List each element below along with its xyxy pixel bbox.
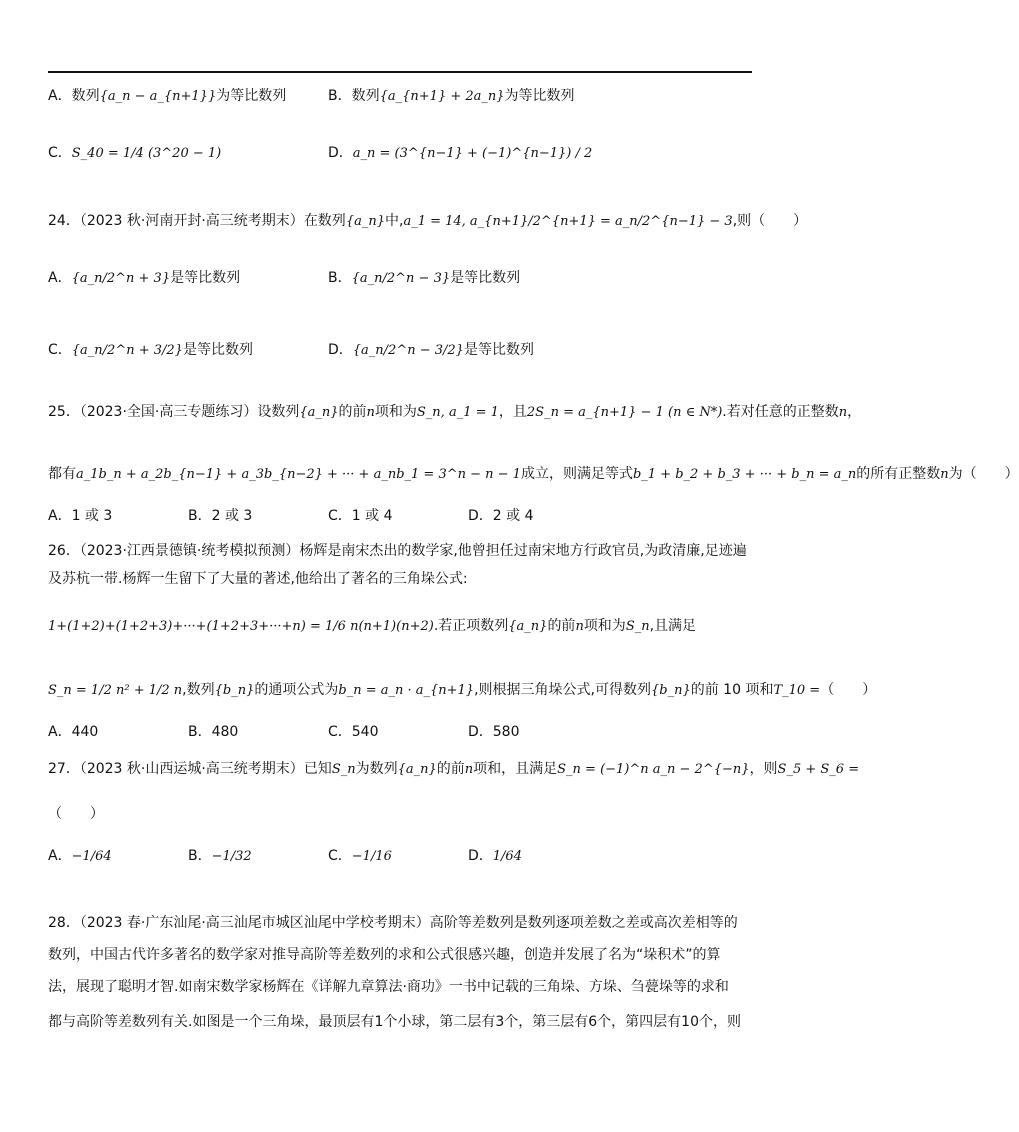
stem-text: 的通项公式为 <box>254 682 339 698</box>
stem-math: S_5 + S_6 = <box>777 762 860 777</box>
stem-math: 1+(1+2)+(1+2+3)+···+(1+2+3+···+n) = 1/6 n(n+1)(n+2) <box>48 619 434 634</box>
stem-text: 项和为 <box>374 404 417 420</box>
q24-option-b[interactable] <box>328 268 520 289</box>
stem-text: 杨辉是南宋杰出的数学家,他曾担任过南宋地方行政官员,为政清廉,足迹遍 <box>299 543 747 559</box>
q28-stem-line1 <box>48 913 738 933</box>
stem-text: ，且 <box>498 404 527 420</box>
option-text: 是等比数列 <box>170 270 241 286</box>
q26-option-d[interactable]: D．580 <box>468 724 520 740</box>
stem-math: a_1b_n + a_2b_{n−1} + a_3b_{n−2} + ··· + a_nb_1 = 3^n − n − 1 <box>76 467 521 482</box>
stem-math: S_n <box>331 762 356 777</box>
stem-text: （ ） <box>820 682 877 698</box>
stem-text: 设数列 <box>257 404 300 420</box>
option-label: D． <box>328 342 353 358</box>
option-math: −1/32 <box>211 849 252 864</box>
option-label: C． <box>48 145 72 161</box>
option-math: a_n = (3^{n−1} + (−1)^{n−1}) / 2 <box>352 146 593 161</box>
stem-text: 项和为 <box>583 618 626 634</box>
option-math: {a_{n+1} + 2a_n} <box>379 89 505 104</box>
option-label: C． <box>328 848 352 864</box>
q26-option-a[interactable]: A．440 <box>48 724 99 740</box>
stem-text: 项和，且满足 <box>473 761 558 777</box>
q27-option-b[interactable] <box>188 846 252 867</box>
q23-option-a[interactable] <box>48 86 286 107</box>
stem-math: S_n = 1/2 n² + 1/2 n <box>48 683 183 698</box>
q25-option-b[interactable]: B．2 或 3 <box>188 508 253 524</box>
stem-text: 已知 <box>303 761 332 777</box>
question-number: 25． <box>48 404 80 420</box>
question-number: 27． <box>48 761 80 777</box>
question-source: （2023 秋·河南开封·高三统考期末） <box>79 213 304 229</box>
q25-stem-line1 <box>48 402 861 423</box>
question-source: （2023 秋·山西运城·高三统考期末） <box>79 761 304 777</box>
q28-stem-line4: 都与高阶等差数列有关.如图是一个三角垛，最顶层有1个小球，第二层有3个，第三层有6个，第四层有10个，则 <box>48 1014 741 1030</box>
stem-math: {a_n} <box>397 762 437 777</box>
stem-math: {a_n} <box>508 619 548 634</box>
stem-text: 的前 10 项和 <box>690 682 774 698</box>
option-label: A． <box>48 88 72 104</box>
stem-text: （2023 春·广东汕尾·高三汕尾市城区汕尾中学校考期末）高阶等差数列是数列逐项差数之差或高次差相等的 <box>79 915 738 931</box>
q24-stem <box>48 211 807 232</box>
option-label: C． <box>48 342 72 358</box>
stem-math: b_n = a_n · a_{n+1} <box>338 683 475 698</box>
question-source: （2023·江西景德镇·统考模拟预测） <box>79 543 300 559</box>
q24-option-a[interactable] <box>48 268 240 289</box>
q23-option-b[interactable] <box>328 86 575 107</box>
option-math: {a_n/2^n + 3/2} <box>71 343 183 358</box>
q26-option-c[interactable]: C．540 <box>328 724 379 740</box>
stem-math: T_10 = <box>773 683 821 698</box>
stem-math: {b_n} <box>650 683 691 698</box>
q25-stem-line2 <box>48 464 1019 485</box>
stem-text: ,则根据三角垛公式,可得数列 <box>474 682 651 698</box>
stem-text: ，则 <box>749 761 778 777</box>
option-label: A． <box>48 270 72 286</box>
q23-option-d[interactable] <box>328 143 592 164</box>
q28-stem-line3: 法，展现了聪明才智.如南宋数学家杨辉在《详解九章算法·商功》一书中记载的三角垛、方垛、刍甍垛等的求和 <box>48 979 729 995</box>
option-text: 为等比数列 <box>216 88 287 104</box>
option-math: −1/64 <box>71 849 112 864</box>
option-text: 数列 <box>351 88 380 104</box>
option-text: 是等比数列 <box>450 270 521 286</box>
option-math: {a_n/2^n − 3/2} <box>352 343 464 358</box>
q26-stem-line2: 及苏杭一带.杨辉一生留下了大量的著述,他给出了著名的三角垛公式: <box>48 571 468 587</box>
q25-option-a[interactable]: A．1 或 3 <box>48 508 113 524</box>
q27-option-d[interactable] <box>468 846 522 867</box>
question-source: （2023·全国·高三专题练习） <box>79 404 258 420</box>
option-math: {a_n/2^n + 3} <box>71 271 171 286</box>
stem-text: 的前 <box>547 618 576 634</box>
q25-option-d[interactable]: D．2 或 4 <box>468 508 534 524</box>
option-label: B． <box>328 270 352 286</box>
question-number: 28． <box>48 915 80 931</box>
stem-text: ， <box>847 404 862 420</box>
question-number: 26． <box>48 543 80 559</box>
stem-math: S_n = (−1)^n a_n − 2^{−n} <box>557 762 750 777</box>
stem-math: n <box>575 619 584 634</box>
stem-math: {a_n} <box>345 214 385 229</box>
option-math: −1/16 <box>351 849 392 864</box>
stem-text: ,数列 <box>182 682 215 698</box>
stem-math: n <box>366 405 375 420</box>
option-label: B． <box>328 88 352 104</box>
option-math: {a_n/2^n − 3} <box>351 271 451 286</box>
q24-option-d[interactable] <box>328 340 534 361</box>
q26-stem-line1 <box>48 541 747 561</box>
stem-math: {b_n} <box>214 683 255 698</box>
option-math: 1/64 <box>492 849 522 864</box>
option-label: A． <box>48 848 72 864</box>
option-text: 为等比数列 <box>504 88 575 104</box>
q27-option-c[interactable] <box>328 846 392 867</box>
option-math: {a_n − a_{n+1}} <box>99 89 217 104</box>
stem-text: 的所有正整数 <box>856 466 941 482</box>
stem-math: S_n <box>625 619 650 634</box>
option-label: D． <box>468 848 493 864</box>
header-rule <box>48 71 752 73</box>
stem-text: 为数列 <box>355 761 398 777</box>
stem-text: ,且满足 <box>649 618 697 634</box>
option-text: 是等比数列 <box>182 342 253 358</box>
q23-option-c[interactable] <box>48 143 221 164</box>
q27-stem <box>48 759 859 780</box>
q27-option-a[interactable] <box>48 846 112 867</box>
stem-text: 都有 <box>48 466 76 482</box>
stem-text: 在数列 <box>303 213 346 229</box>
option-text: 数列 <box>71 88 100 104</box>
stem-text: .若对任意的正整数 <box>722 404 839 420</box>
stem-text: 的前 <box>338 404 367 420</box>
q28-stem-line2: 数列，中国古代许多著名的数学家对推导高阶等差数列的求和公式很感兴趣，创造并发展了名为“垛积术”的算 <box>48 947 721 963</box>
stem-math: n <box>464 762 474 777</box>
option-math: S_40 = 1/4 (3^20 − 1) <box>71 146 222 161</box>
stem-math: b_1 + b_2 + b_3 + ··· + b_n = a_n <box>632 467 857 482</box>
stem-math: a_1 = 14, a_{n+1}/2^{n+1} = a_n/2^{n−1} − 3 <box>403 214 733 229</box>
stem-text: ,则（ ） <box>732 213 808 229</box>
question-number: 24． <box>48 213 80 229</box>
q25-option-c[interactable]: C．1 或 4 <box>328 508 393 524</box>
q26-stem-line4 <box>48 680 876 701</box>
stem-text: .若正项数列 <box>433 618 509 634</box>
option-label: B． <box>188 848 212 864</box>
q26-stem-line3 <box>48 616 696 637</box>
stem-math: S_n, a_1 = 1 <box>416 405 499 420</box>
stem-math: n <box>838 405 848 420</box>
stem-text: 中, <box>384 213 404 229</box>
option-label: D． <box>328 145 353 161</box>
stem-math: {a_n} <box>299 405 339 420</box>
stem-text: 的前 <box>436 761 465 777</box>
q26-option-b[interactable]: B．480 <box>188 724 239 740</box>
q27-answer-paren: （ ） <box>48 806 104 822</box>
stem-math: n <box>940 467 949 482</box>
option-text: 是等比数列 <box>463 342 534 358</box>
stem-math: 2S_n = a_{n+1} − 1 (n ∈ N*) <box>526 405 723 420</box>
stem-text: 为（ ） <box>948 466 1019 482</box>
stem-text: 成立，则满足等式 <box>520 466 633 482</box>
q24-option-c[interactable] <box>48 340 253 361</box>
